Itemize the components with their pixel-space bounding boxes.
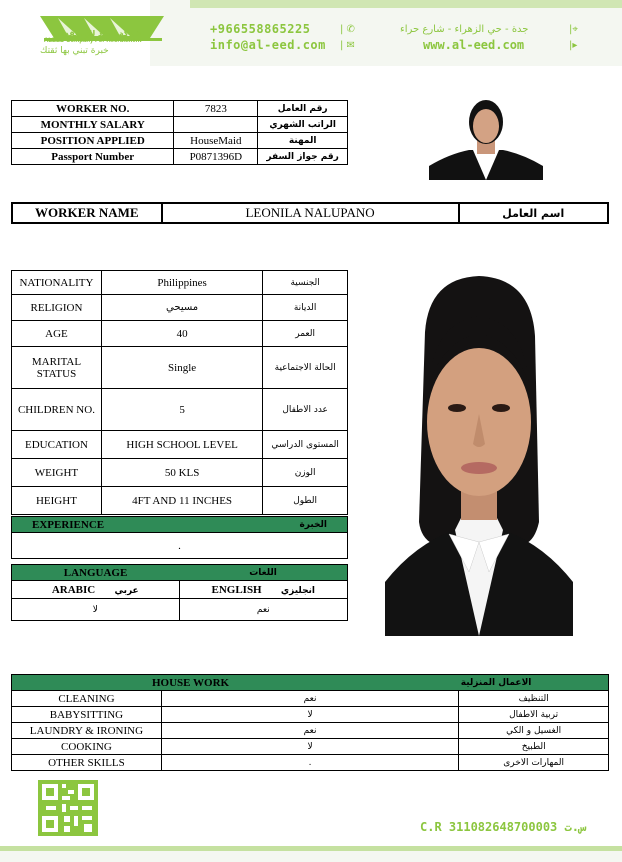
arabic-label-ar: عربي [114, 585, 139, 596]
worker-photo-large [385, 272, 573, 636]
experience-value: . [12, 533, 348, 559]
house-work-label: HOUSE WORK [12, 675, 459, 691]
cleaning-label: CLEANING [12, 691, 162, 707]
marital-status-label: MARITAL STATUS [12, 347, 102, 389]
worker-name-label-ar: اسم العامل [459, 203, 608, 223]
religion-label-ar: الديانة [263, 295, 348, 321]
table-row [12, 707, 609, 723]
marital-status-value: Single [101, 347, 262, 389]
table-row [12, 321, 348, 347]
language-label-ar: اللغات [179, 565, 347, 581]
mail-icon: | ✉ [340, 40, 355, 51]
email-address: info@al-eed.com [210, 38, 326, 52]
worker-details-table [11, 100, 348, 165]
phone-number: +966558865225 [210, 22, 311, 36]
passport-label: Passport Number [12, 149, 174, 165]
age-label-ar: العمر [263, 321, 348, 347]
position-label: POSITION APPLIED [12, 133, 174, 149]
worker-no-label: WORKER NO. [12, 101, 174, 117]
experience-label: EXPERIENCE [12, 517, 232, 533]
location-icon: |⌖ [569, 24, 578, 35]
position-value: HouseMaid [174, 133, 258, 149]
company-slogan: خبرة تبني بها ثقتك [40, 46, 109, 56]
laundry-value: نعم [161, 723, 458, 739]
position-label-ar: المهنة [258, 133, 348, 149]
table-row [12, 149, 348, 165]
worker-no-label-ar: رقم العامل [258, 101, 348, 117]
weight-label: WEIGHT [12, 459, 102, 487]
table-row [12, 755, 609, 771]
worker-name-value: LEONILA NALUPANO [162, 203, 459, 223]
cooking-value: لا [161, 739, 458, 755]
table-row [12, 431, 348, 459]
cooking-label-ar: الطبيخ [459, 739, 609, 755]
table-row [12, 271, 348, 295]
experience-header [12, 517, 348, 533]
education-value: HIGH SCHOOL LEVEL [101, 431, 262, 459]
height-label-ar: الطول [263, 487, 348, 515]
cleaning-value: نعم [161, 691, 458, 707]
table-row [12, 203, 608, 223]
house-work-label-ar: الاعمال المنزلية [459, 675, 609, 691]
house-work-table [11, 674, 609, 771]
table-row [12, 295, 348, 321]
weight-label-ar: الوزن [263, 459, 348, 487]
table-row [12, 599, 348, 621]
website: www.al-eed.com [423, 38, 525, 52]
personal-info-table [11, 270, 348, 515]
footer-accent [0, 846, 622, 851]
nationality-label: NATIONALITY [12, 271, 102, 295]
other-skills-label-ar: المهارات الاخرى [459, 755, 609, 771]
laundry-label: LAUNDRY & IRONING [12, 723, 162, 739]
laundry-label-ar: الغسيل و الكي [459, 723, 609, 739]
worker-name-table [11, 202, 609, 224]
table-row [12, 117, 348, 133]
salary-label-ar: الراتب الشهري [258, 117, 348, 133]
weight-value: 50 KLS [101, 459, 262, 487]
house-work-header [12, 675, 609, 691]
nationality-value: Philippines [101, 271, 262, 295]
salary-value [174, 117, 258, 133]
children-value: 5 [101, 389, 262, 431]
arabic-value: لا [12, 599, 180, 621]
table-row [12, 101, 348, 117]
commercial-registration: C.R 311082648700003 س.ت [420, 820, 587, 834]
english-label [179, 581, 347, 599]
header-accent [190, 0, 622, 8]
web-icon: |▸ [569, 40, 578, 51]
babysitting-label-ar: تربية الاطفال [459, 707, 609, 723]
worker-no-value: 7823 [174, 101, 258, 117]
height-label: HEIGHT [12, 487, 102, 515]
passport-label-ar: رقم جواز السفر [258, 149, 348, 165]
cooking-label: COOKING [12, 739, 162, 755]
table-row [12, 739, 609, 755]
english-label-ar: انجليزي [280, 585, 316, 596]
education-label: EDUCATION [12, 431, 102, 459]
company-name-en: ALEED Company For Recruitment [44, 38, 142, 44]
age-value: 40 [101, 321, 262, 347]
salary-label: MONTHLY SALARY [12, 117, 174, 133]
table-row [12, 581, 348, 599]
other-skills-label: OTHER SKILLS [12, 755, 162, 771]
table-row [12, 389, 348, 431]
worker-photo-small [429, 92, 543, 180]
arabic-label [12, 581, 180, 599]
children-label-ar: عدد الاطفال [263, 389, 348, 431]
qr-code [38, 780, 98, 836]
language-table [11, 564, 348, 621]
other-skills-value: . [161, 755, 458, 771]
religion-value: مسيحي [101, 295, 262, 321]
table-row [12, 691, 609, 707]
table-row [12, 487, 348, 515]
marital-status-label-ar: الحالة الاجتماعية [263, 347, 348, 389]
language-label: LANGUAGE [12, 565, 180, 581]
religion-label: RELIGION [12, 295, 102, 321]
nationality-label-ar: الجنسية [263, 271, 348, 295]
whatsapp-icon: | ✆ [340, 24, 355, 35]
experience-label-ar: الخبرة [231, 517, 347, 533]
age-label: AGE [12, 321, 102, 347]
cleaning-label-ar: التنظيف [459, 691, 609, 707]
english-value: نعم [179, 599, 347, 621]
table-row [12, 133, 348, 149]
address: جدة - حي الزهراء - شارع حراء [400, 24, 529, 35]
table-row [12, 459, 348, 487]
table-row [12, 347, 348, 389]
experience-table [11, 516, 348, 559]
babysitting-label: BABYSITTING [12, 707, 162, 723]
table-row [12, 723, 609, 739]
arabic-label-en: ARABIC [51, 583, 96, 596]
children-label: CHILDREN NO. [12, 389, 102, 431]
height-value: 4FT AND 11 INCHES [101, 487, 262, 515]
language-header [12, 565, 348, 581]
worker-name-label: WORKER NAME [12, 203, 162, 223]
company-name-ar: شركة العيد للإستقدام [56, 29, 142, 38]
babysitting-value: لا [161, 707, 458, 723]
table-row [12, 533, 348, 559]
english-label-en: ENGLISH [211, 583, 262, 596]
education-label-ar: المستوى الدراسي [263, 431, 348, 459]
passport-value: P0871396D [174, 149, 258, 165]
